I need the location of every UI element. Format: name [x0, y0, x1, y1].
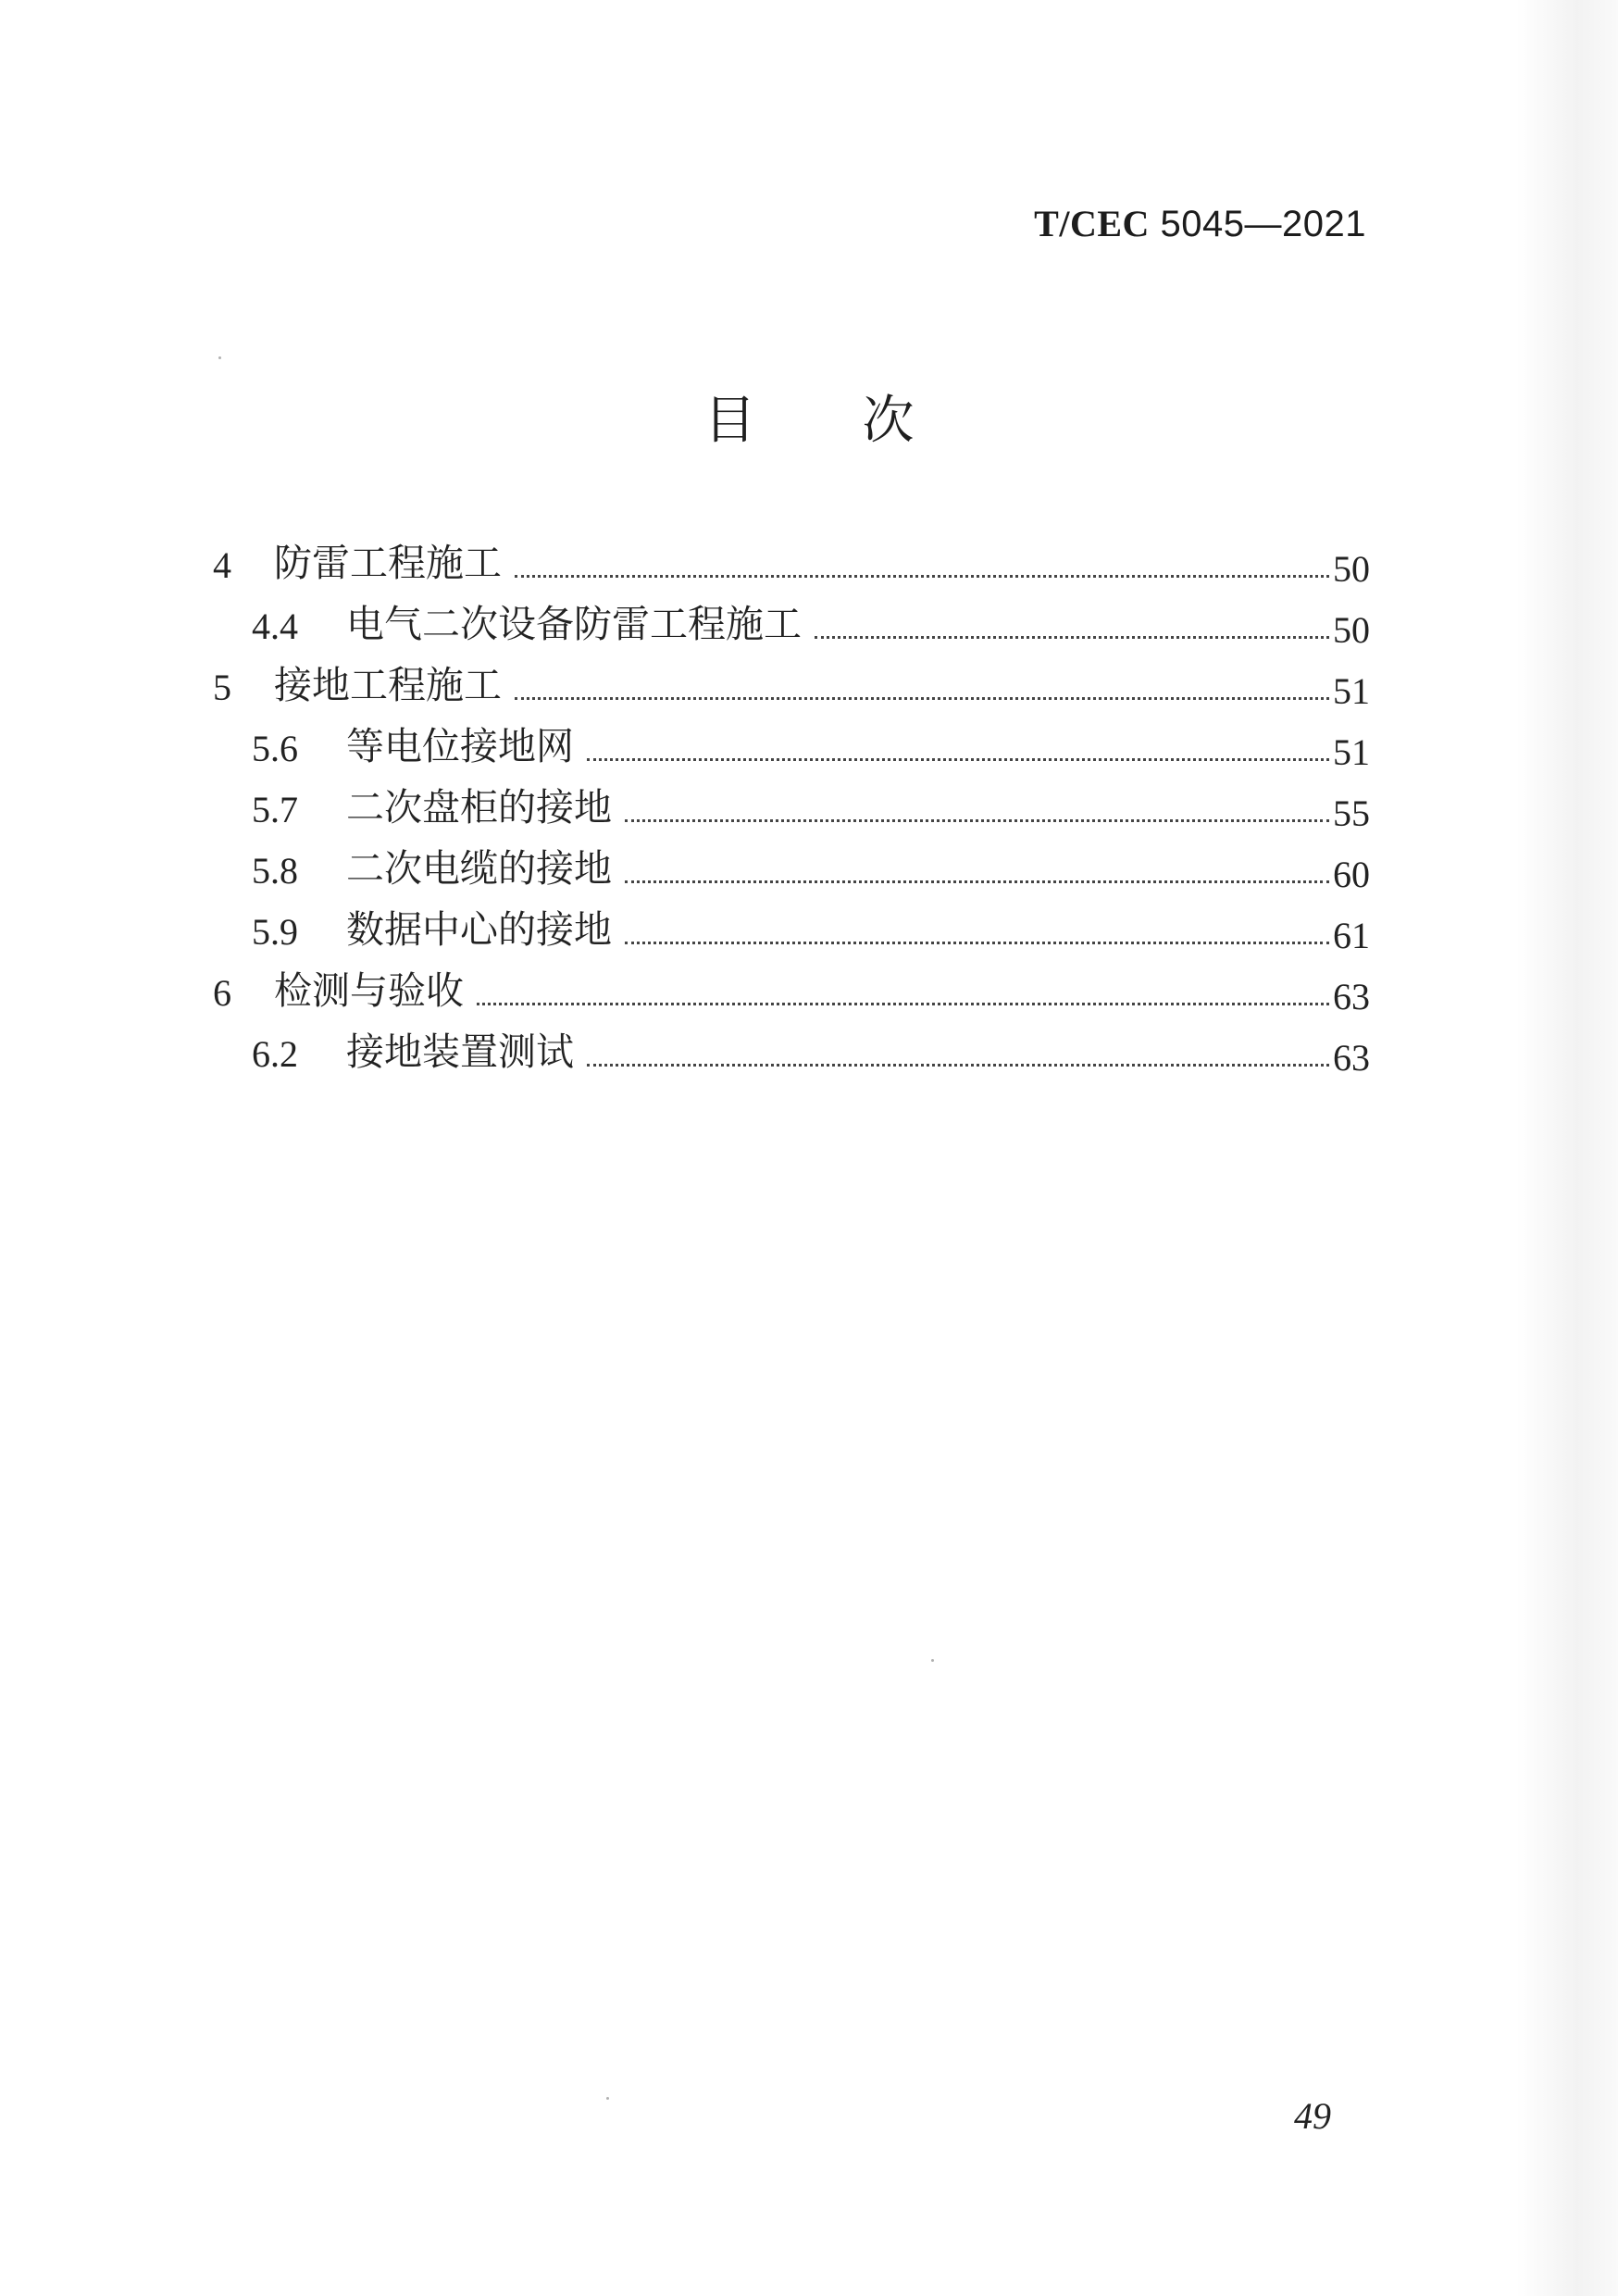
toc-dot-leader [515, 575, 1329, 578]
toc-entry-page: 50 [1333, 609, 1370, 651]
toc-entry-number: 6 [213, 972, 231, 1014]
toc-entry[interactable] [0, 535, 1618, 596]
page-title [0, 380, 1618, 454]
title-char-2: 次 [862, 391, 915, 451]
toc-entry[interactable] [0, 718, 1618, 780]
scan-speck [218, 356, 221, 359]
toc-dot-leader [587, 758, 1329, 761]
toc-entry-title: 检测与验收 [274, 968, 464, 1013]
scan-speck [606, 2097, 609, 2100]
page-number: 49 [1294, 2095, 1331, 2137]
toc-entry[interactable] [0, 1024, 1618, 1085]
toc-entry-page: 63 [1333, 1037, 1370, 1079]
toc-entry[interactable] [0, 902, 1618, 963]
toc-entry[interactable] [0, 963, 1618, 1024]
toc-entry-page: 50 [1333, 548, 1370, 590]
toc-entry-number: 5 [213, 667, 231, 708]
standard-prefix: T/CEC [1034, 203, 1150, 244]
toc-entry-number: 5.6 [252, 728, 298, 769]
toc-entry-page: 60 [1333, 854, 1370, 895]
toc-entry-title: 接地工程施工 [274, 663, 502, 707]
title-char-1: 目 [703, 391, 756, 451]
scanned-page-edge-shadow [1516, 0, 1618, 2296]
toc-entry-number: 4 [213, 544, 231, 586]
toc-entry-page: 63 [1333, 976, 1370, 1017]
toc-entry-page: 61 [1333, 915, 1370, 956]
toc-dot-leader [625, 880, 1329, 883]
toc-entry-page: 55 [1333, 792, 1370, 834]
toc-entry-title: 防雷工程施工 [274, 541, 502, 585]
toc-entry[interactable] [0, 596, 1618, 657]
toc-entry-title: 接地装置测试 [346, 1029, 574, 1074]
toc-entry-number: 5.7 [252, 789, 298, 830]
scan-speck [931, 1659, 934, 1662]
standard-number: 5045—2021 [1160, 204, 1366, 244]
toc-entry-page: 51 [1333, 731, 1370, 773]
toc-entry-title: 二次电缆的接地 [346, 846, 612, 891]
toc-entry-title: 等电位接地网 [346, 724, 574, 768]
toc-entry-title: 电气二次设备防雷工程施工 [346, 602, 802, 646]
toc-dot-leader [477, 1003, 1329, 1005]
toc-entry-number: 6.2 [252, 1033, 298, 1075]
toc-entry-page: 51 [1333, 670, 1370, 712]
toc-dot-leader [515, 697, 1329, 700]
toc-entry-title: 数据中心的接地 [346, 907, 612, 952]
toc-entry-title: 二次盘柜的接地 [346, 785, 612, 830]
toc-entry[interactable] [0, 841, 1618, 902]
toc-dot-leader [815, 636, 1329, 639]
toc-entry[interactable] [0, 780, 1618, 841]
toc-dot-leader [587, 1064, 1329, 1067]
toc-dot-leader [625, 942, 1329, 944]
toc-entry-number: 4.4 [252, 605, 298, 647]
standard-number-header [1034, 202, 1366, 245]
toc-entry-number: 5.8 [252, 850, 298, 892]
toc-entry-number: 5.9 [252, 911, 298, 953]
toc-entry[interactable] [0, 657, 1618, 718]
toc-dot-leader [625, 819, 1329, 822]
